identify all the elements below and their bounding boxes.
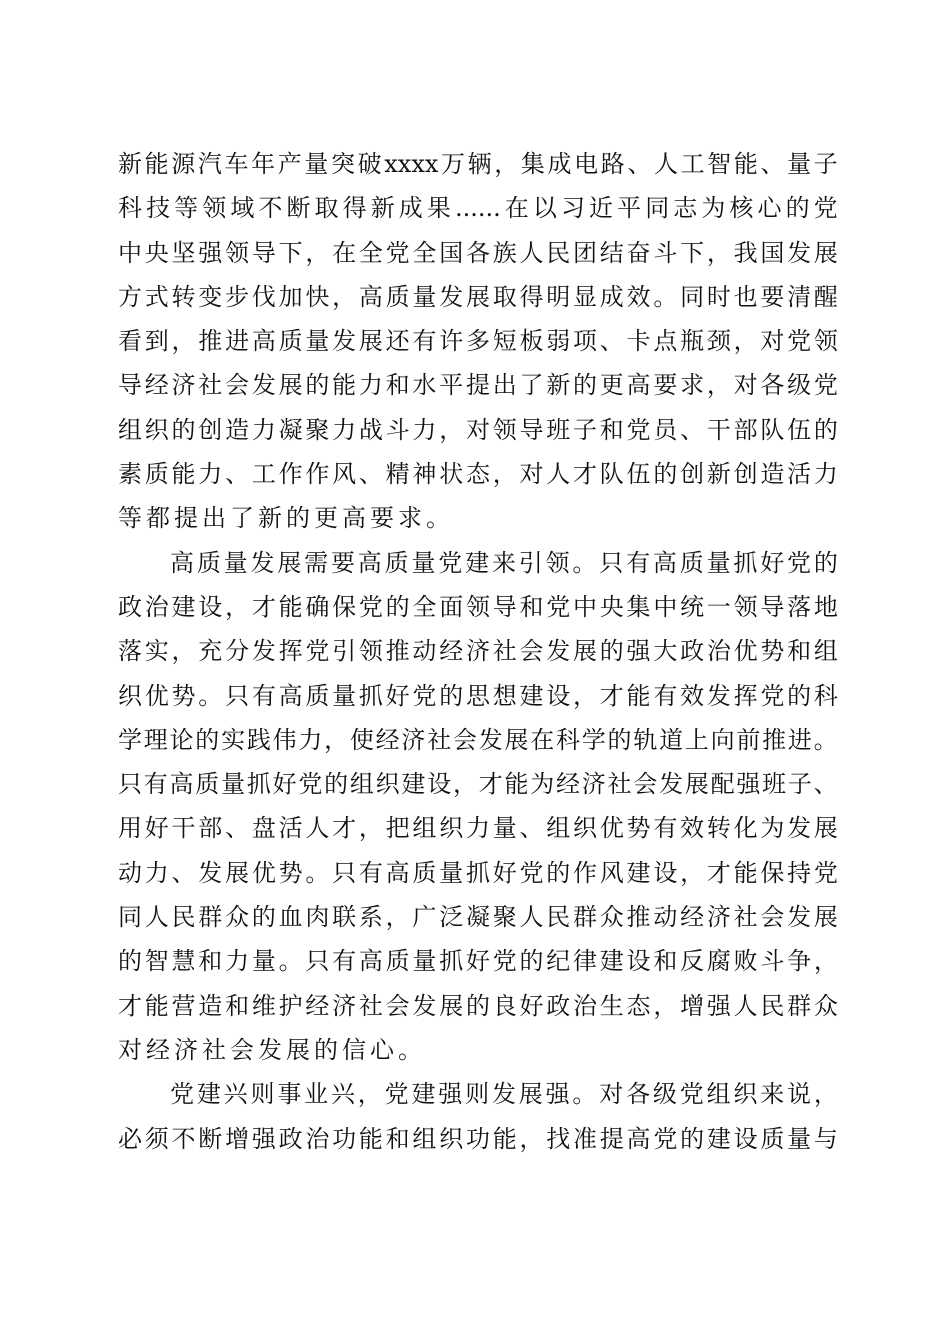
- text-line: 等都提出了新的更高要求。: [118, 504, 454, 533]
- text-line: 中 央 坚 强 领 导 下 ， 在 全 党 全 国 各 族 人 民 团 结 奋 斗 下 ， 我 国 发 展: [118, 238, 838, 267]
- text-line: 必 须 不 断 增 强 政 治 功 能 和 组 织 功 能 ， 找 准 提 高 党 的 建 设 质 量 与: [118, 1124, 838, 1153]
- text-line: 科 技 等 领 域 不 断 取 得 新 成 果 ...... 在 以 习 近 平 同 志 为 核 心 的 党: [118, 194, 838, 223]
- text-line: 的 智 慧 和 力 量 。 只 有 高 质 量 抓 好 党 的 纪 律 建 设 和 反 腐 败 斗 争 ，: [118, 947, 838, 976]
- text-line: 高 质 量 发 展 需 要 高 质 量 党 建 来 引 领 。 只 有 高 质 量 抓 好 党 的: [170, 548, 838, 577]
- text-line: 织 优 势 。 只 有 高 质 量 抓 好 党 的 思 想 建 设 ， 才 能 有 效 发 挥 党 的 科: [118, 681, 838, 710]
- text-line: 方 式 转 变 步 伐 加 快 ， 高 质 量 发 展 取 得 明 显 成 效 。 同 时 也 要 清 醒: [118, 282, 838, 311]
- text-line: 新 能 源 汽 车 年 产 量 突 破 xxxx 万 辆 ， 集 成 电 路 、 人 工 智 能 、 量 子: [118, 150, 838, 178]
- text-line: 政 治 建 设 ， 才 能 确 保 党 的 全 面 领 导 和 党 中 央 集 中 统 一 领 导 落 地: [118, 592, 838, 621]
- text-line: 对经济社会发展的信心。: [118, 1035, 426, 1064]
- text-line: 才 能 营 造 和 维 护 经 济 社 会 发 展 的 良 好 政 治 生 态 ， 增 强 人 民 群 众: [118, 991, 838, 1020]
- document-body: [118, 142, 838, 1161]
- text-line: 素 质 能 力 、 工 作 作 风 、 精 神 状 态 ， 对 人 才 队 伍 的 创 新 创 造 活 力: [118, 460, 838, 489]
- text-line: 同 人 民 群 众 的 血 肉 联 系 ， 广 泛 凝 聚 人 民 群 众 推 动 经 济 社 会 发 展: [118, 903, 838, 932]
- text-line: 只 有 高 质 量 抓 好 党 的 组 织 建 设 ， 才 能 为 经 济 社 会 发 展 配 强 班 子 、: [118, 770, 838, 799]
- text-line: 学 理 论 的 实 践 伟 力 ， 使 经 济 社 会 发 展 在 科 学 的 轨 道 上 向 前 推 进 。: [118, 725, 838, 754]
- text-line: 看 到 ， 推 进 高 质 量 发 展 还 有 许 多 短 板 弱 项 、 卡 点 瓶 颈 ， 对 党 领: [118, 327, 838, 356]
- text-line: 党 建 兴 则 事 业 兴 ， 党 建 强 则 发 展 强 。 对 各 级 党 组 织 来 说 ，: [170, 1080, 838, 1109]
- text-line: 动 力 、 发 展 优 势 。 只 有 高 质 量 抓 好 党 的 作 风 建 设 ， 才 能 保 持 党: [118, 858, 838, 887]
- text-line: 组 织 的 创 造 力 凝 聚 力 战 斗 力 ， 对 领 导 班 子 和 党 员 、 干 部 队 伍 的: [118, 415, 838, 444]
- text-line: 落 实 ， 充 分 发 挥 党 引 领 推 动 经 济 社 会 发 展 的 强 大 政 治 优 势 和 组: [118, 637, 838, 666]
- text-line: 导 经 济 社 会 发 展 的 能 力 和 水 平 提 出 了 新 的 更 高 要 求 ， 对 各 级 党: [118, 371, 838, 400]
- text-line: 用 好 干 部 、 盘 活 人 才 ， 把 组 织 力 量 、 组 织 优 势 有 效 转 化 为 发 展: [118, 814, 838, 843]
